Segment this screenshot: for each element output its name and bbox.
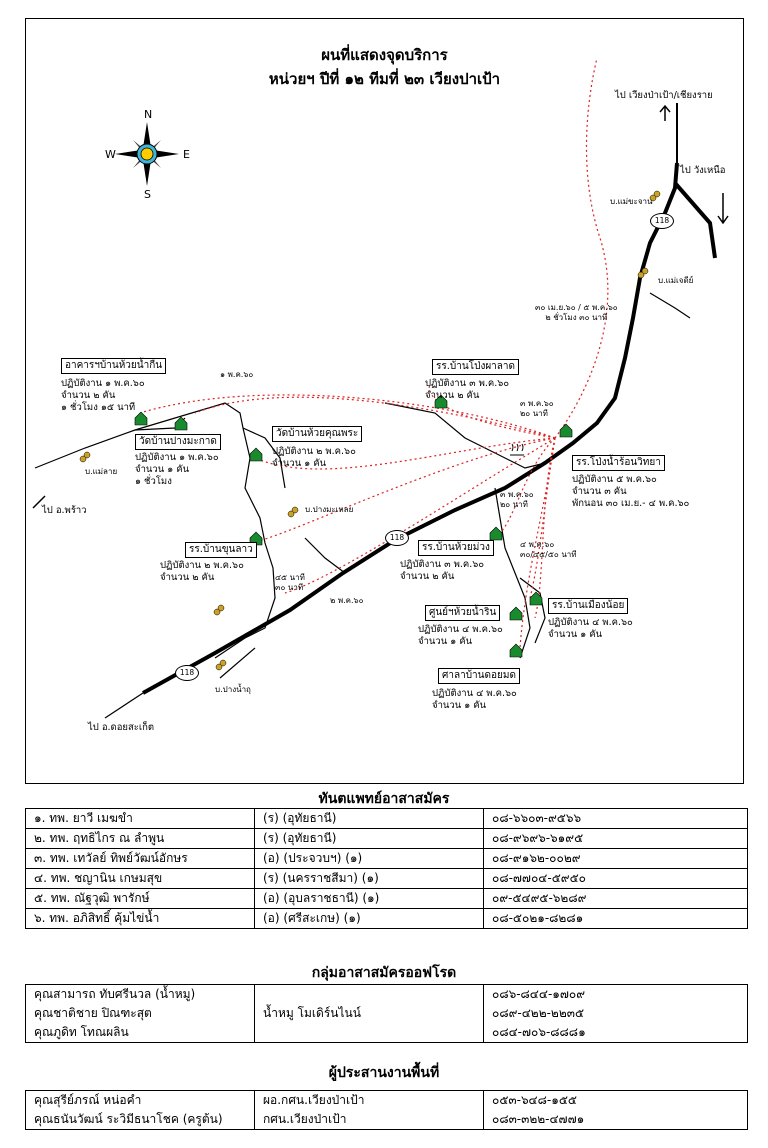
dentist-name: ๖. ทพ. อภิสิทธิ์ คุ้มไข่น้ำ [26, 909, 255, 929]
site-name-box: รร.บ้านห้วยม่วง [418, 540, 494, 556]
dentist-phone: ๐๘-๗๗๐๔-๕๙๕๐ [484, 869, 748, 889]
direction-chiangrai: ไป เวียงป่าเป้า/เชียงราย [615, 90, 713, 101]
dentist-origin: (ร) (อุทัยธานี) [255, 809, 484, 829]
site-name-box: รร.บ้านเมืองน้อย [548, 598, 628, 614]
dentist-row [26, 909, 748, 929]
compass-icon [115, 122, 179, 186]
hot-spring-icon [510, 444, 524, 455]
site-name-box: ศูนย์ฯห้วยน้ำริน [425, 605, 500, 621]
dentist-name: ๕. ทพ. ณัฐวุฒิ พารักษ์ [26, 889, 255, 909]
village-label: บ.แม่เจดีย์ [658, 276, 694, 285]
site-detail: ปฏิบัติงาน ๔ พ.ค.๖๐ จำนวน ๑ คัน [432, 688, 517, 711]
offroad-table [25, 984, 748, 1043]
dentist-row [26, 869, 748, 889]
dentist-row [26, 889, 748, 909]
offroad-phone: ๐๘๙-๔๒๒-๒๒๓๕ [492, 1006, 585, 1020]
compass-n: N [144, 108, 153, 121]
direction-wangnuea: ไป วังเหนือ [680, 165, 726, 176]
offroad-phone: ๐๘๔-๗๐๖-๘๘๘๑ [492, 1025, 586, 1039]
road-badge: 118 [385, 530, 409, 546]
dentist-origin: (อ) (ประจวบฯ) (๑) [255, 849, 484, 869]
offroad-phones-cell [484, 985, 748, 1043]
coordinators-title: ผู้ประสานงานพื้นที่ [328, 1065, 440, 1081]
coordinator-phones-cell [484, 1091, 748, 1130]
dentist-phone: ๐๘-๖๖๐๓-๙๕๖๖ [484, 809, 748, 829]
route-note: ๔ พ.ค.๖๐ ๓๐/๔๕/๕๐ นาที [520, 540, 577, 559]
site-name-box: อาคารฯบ้านห้วยน้ำกืน [61, 358, 166, 374]
village-label: บ.แม่ขะจาน [610, 197, 653, 206]
dentist-origin: (ร) (อุทัยธานี) [255, 829, 484, 849]
route-note: ๓๐ เม.ย.๖๐ / ๕ พ.ค.๖๐ ๒ ชั่วโมง ๓๐ นาที [535, 303, 618, 322]
site-detail: ปฏิบัติงาน ๓ พ.ค.๖๐ จำนวน ๒ คัน [400, 559, 485, 582]
dentists-table [25, 808, 748, 929]
coordinator-org: กศน.เวียงป่าเป้า [263, 1112, 347, 1126]
dentist-origin: (อ) (ศรีสะเกษ) (๑) [255, 909, 484, 929]
coordinator-name: คุณสุรีย์ภรณ์ หน่อคำ [34, 1093, 142, 1107]
offroad-name: คุณสามารถ ทับศรีนวล (น้ำหมู) [34, 987, 196, 1001]
site-name-box: รร.บ้านขุนลาว [185, 542, 257, 558]
dentist-phone: ๐๘-๙๑๖๒-๐๐๒๙ [484, 849, 748, 869]
dentist-row [26, 809, 748, 829]
arrow-wangnuea [718, 193, 728, 223]
site-name-box: รร.โป่งน้ำร้อนวิทยา [572, 455, 665, 471]
site-detail: ปฏิบัติงาน ๓ พ.ค.๖๐ จำนวน ๒ คัน [425, 378, 510, 401]
road-badge: 118 [175, 665, 199, 681]
village-label: บ.ปางน้ำถุ [215, 685, 251, 694]
site-detail: ปฏิบัติงาน ๔ พ.ค.๖๐ จำนวน ๑ คัน [548, 617, 633, 640]
site-detail: ปฏิบัติงาน ๕ พ.ค.๖๐ จำนวน ๓ คัน พักนอน ๓๐ เม.ย.- ๔ พ.ค.๖๐ [572, 474, 690, 509]
site-name-box: ศาลาบ้านดอยมด [438, 668, 520, 684]
coordinator-names-cell [26, 1091, 255, 1130]
dentists-title: ทันตแพทย์อาสาสมัคร [318, 791, 450, 807]
site-name-box: รร.บ้านโป่งผาลาด [432, 359, 519, 375]
dentist-phone: ๐๙-๕๔๙๕-๖๒๘๙ [484, 889, 748, 909]
compass-w: W [105, 148, 116, 161]
coordinator-orgs-cell [255, 1091, 484, 1130]
road-to-wangnuea [675, 183, 715, 258]
compass-s: S [144, 188, 151, 201]
route-note: ๒ พ.ค.๖๐ [330, 596, 364, 605]
direction-doisaket: ไป อ.ดอยสะเก็ต [88, 722, 155, 733]
dentist-row [26, 849, 748, 869]
site-detail: ปฏิบัติงาน ๑ พ.ค.๖๐ จำนวน ๒ คัน ๑ ชั่วโมง ๑๕ นาที [61, 378, 145, 413]
coordinator-org: ผอ.กศน.เวียงป่าเป้า [263, 1093, 365, 1107]
dentist-name: ๑. ทพ. ยาวี เมฆขำ [26, 809, 255, 829]
dentist-name: ๒. ทพ. ฤทธิไกร ณ ลำพูน [26, 829, 255, 849]
route-note: ๑ พ.ค.๖๐ [220, 370, 254, 379]
offroad-names-cell [26, 985, 255, 1043]
coordinator-name: คุณธนันวัฒน์ ระวิมีธนาโชค (ครูต้น) [34, 1112, 223, 1126]
dentist-origin: (ร) (นครราชสีมา) (๑) [255, 869, 484, 889]
offroad-name: คุณภูดิท โทณผลิน [34, 1025, 129, 1039]
road-badge: 118 [650, 213, 674, 229]
village-label: บ.ปางมะเหลย [305, 505, 354, 514]
map-title-line2: หน่วยฯ ปีที่ ๑๒ ทีมที่ ๒๓ เวียงปาเป้า [268, 70, 501, 88]
map-title-line1: ผนที่แสดงจุดบริการ [321, 46, 448, 64]
site-name-box: วัดบ้านห้วยคุณพระ [272, 426, 362, 442]
dentist-name: ๓. ทพ. เทวัลย์ ทิพย์วัฒน์อักษร [26, 849, 255, 869]
dentist-origin: (อ) (อุบลราชธานี) (๑) [255, 889, 484, 909]
coordinators-table [25, 1090, 748, 1130]
route-note: ๓ พ.ค.๖๐ ๒๐ นาที [520, 399, 554, 418]
village-label: บ.แม่ลาย [85, 467, 118, 476]
site-detail: ปฏิบัติงาน ๒ พ.ค.๖๐ จำนวน ๒ คัน [160, 560, 244, 583]
site-detail: ปฏิบัติงาน ๒ พ.ค.๖๐ จำนวน ๑ คัน [272, 446, 356, 469]
coordinator-phone: ๐๘๓-๓๒๒-๔๗๗๑ [492, 1112, 585, 1126]
coordinator-phone: ๐๕๓-๖๔๘-๑๕๕ [492, 1093, 578, 1107]
offroad-phone: ๐๘๖-๘๔๔-๑๗๐๙ [492, 987, 586, 1001]
dentist-phone: ๐๘-๙๖๙๖-๖๑๙๕ [484, 829, 748, 849]
compass-e: E [183, 148, 190, 161]
site-detail: ปฏิบัติงาน ๑ พ.ค.๖๐ จำนวน ๑ คัน ๑ ชั่วโมง [135, 452, 219, 487]
dentist-row [26, 829, 748, 849]
arrow-north [660, 106, 670, 121]
site-detail: ปฏิบัติงาน ๔ พ.ค.๖๐ จำนวน ๑ คัน [418, 624, 503, 647]
offroad-group: น้ำหมู โมเดิร์นไนน์ [255, 985, 484, 1043]
route-note: ๔๕ นาที ๓๐ นาที [275, 573, 305, 592]
offroad-title: กลุ่มอาสาสมัครออฟโรด [311, 965, 457, 981]
route-note: ๓ พ.ค.๖๐ ๒๐ นาที [500, 490, 534, 509]
dentist-phone: ๐๘-๕๐๒๑-๘๒๘๑ [484, 909, 748, 929]
site-name-box: วัดบ้านปางมะกาด [135, 434, 221, 450]
offroad-name: คุณชาติชาย ปิณฑะสุต [34, 1006, 152, 1020]
dentist-name: ๔. ทพ. ชญานิน เกษมสุข [26, 869, 255, 889]
direction-phrao: ไป อ.พร้าว [42, 505, 87, 516]
